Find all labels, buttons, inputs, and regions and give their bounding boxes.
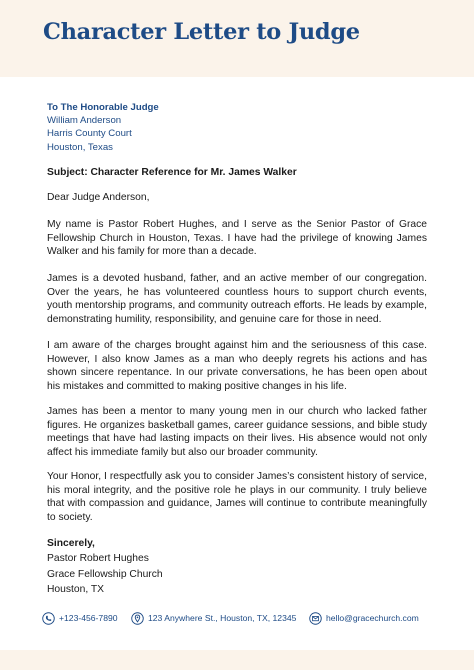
- footer-email[interactable]: [309, 610, 419, 626]
- signer-location: Houston, TX: [47, 584, 105, 596]
- contact-footer: [0, 604, 474, 632]
- letter-salutation: Dear Judge Anderson,: [47, 192, 150, 203]
- footer-phone-text: +123-456-7890: [59, 613, 118, 623]
- footer-address: [131, 610, 296, 626]
- phone-icon: [42, 612, 55, 625]
- footer-phone[interactable]: [42, 610, 118, 626]
- letter-paragraph-1: My name is Pastor Robert Hughes, and I serve as the Senior Pastor of Grace Fellowship Church in Houston, Texas. I have had the privilege of knowing James Walker and his family for more than a decade.: [47, 219, 427, 258]
- signer-organization: Grace Fellowship Church: [47, 568, 163, 580]
- footer-address-text: 123 Anywhere St., Houston, TX, 12345: [148, 613, 297, 623]
- letter-paragraph-5: Your Honor, I respectfully ask you to consider James’s consistent history of service, his moral integrity, and the positive role he plays in our community. I truly believe that with compassion and guidance, James will continue to contribute meaningfully to society.: [47, 471, 427, 523]
- header-band: [0, 0, 474, 77]
- location-pin-icon: [131, 612, 144, 625]
- email-icon: [309, 612, 322, 625]
- footer-email-text: hello@gracechurch.com: [326, 613, 419, 623]
- signer-name: Pastor Robert Hughes: [47, 553, 149, 565]
- letter-subject: Subject: Character Reference for Mr. James Walker: [47, 167, 297, 178]
- recipient-name: William Anderson: [47, 115, 122, 127]
- letter-paragraph-2: James is a devoted husband, father, and an active member of our congregation. Over the years, he has volunteered countless hours to support church events, youth mentorship programs, and community outreach efforts. He leads by example, demonstrating humility, responsibility, and genuine care for those in need.: [47, 273, 427, 325]
- signature-block: [47, 536, 163, 598]
- recipient-court: Harris County Court: [47, 128, 132, 140]
- recipient-heading: To The Honorable Judge: [47, 102, 159, 113]
- recipient-block: [47, 101, 159, 154]
- bottom-band: [0, 650, 474, 670]
- letter-paragraph-4: James has been a mentor to many young men in our church who lacked father figures. He organizes basketball games, career guidance sessions, and bible study meetings that have had lasting impacts on their lives. His absence would not only affect his immediate family but also our broader community.: [47, 406, 427, 458]
- page-title: Character Letter to Judge: [43, 19, 360, 45]
- letter-paragraph-3: I am aware of the charges brought against him and the seriousness of this case. However, I also know James as a man who deeply regrets his actions and has shown sincere repentance. In our private conversations, he has been open about his mistakes and committed to making positive changes in his life.: [47, 340, 427, 392]
- letter-closing: Sincerely,: [47, 538, 95, 549]
- recipient-location: Houston, Texas: [47, 141, 113, 153]
